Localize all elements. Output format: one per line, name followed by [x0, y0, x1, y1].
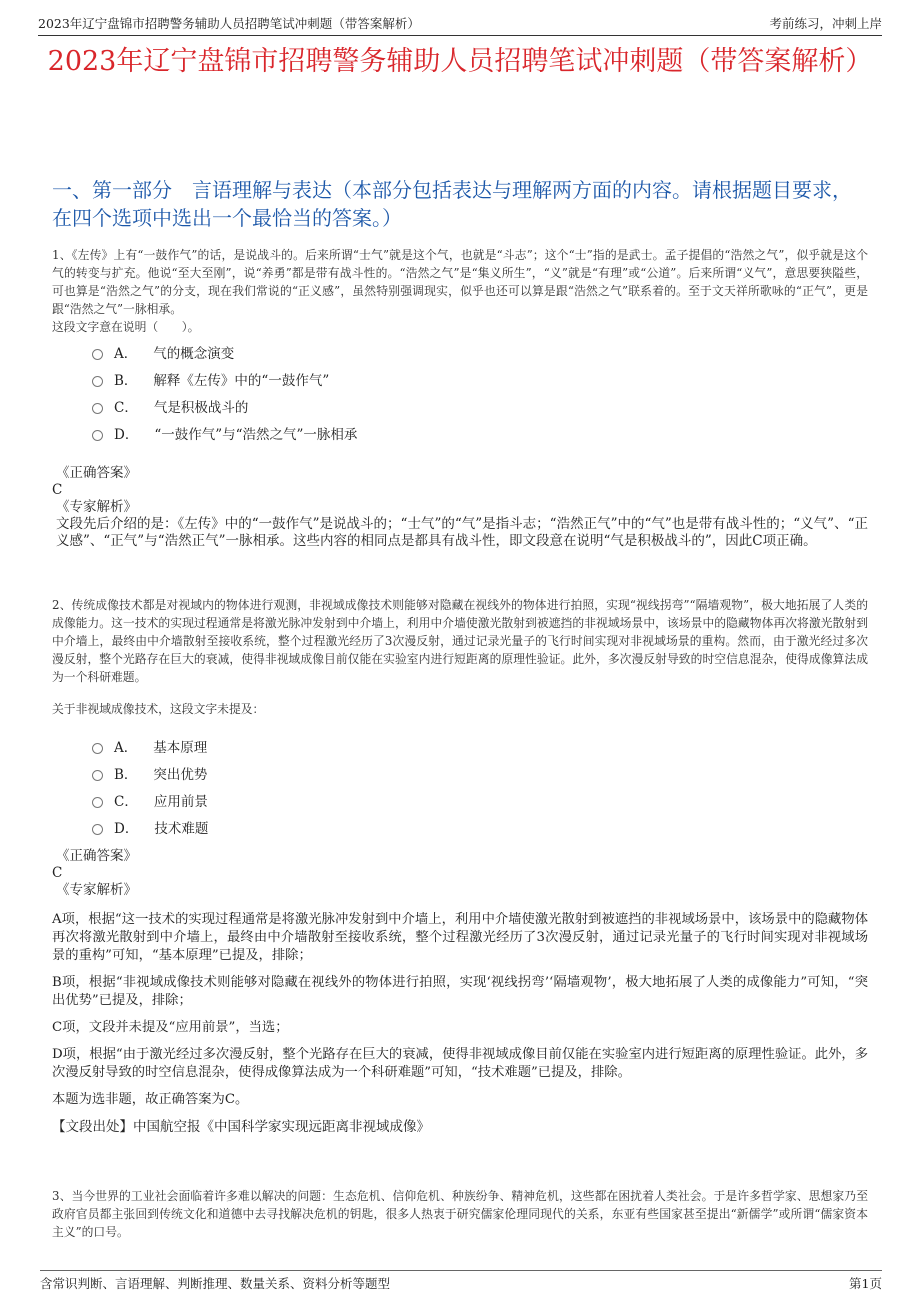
option-text: 突出优势	[153, 766, 208, 783]
option-letter: B．	[114, 372, 138, 389]
question-2-prompt: 关于非视域成像技术，这段文字未提及：	[52, 702, 265, 716]
document-title: 2023年辽宁盘锦市招聘警务辅助人员招聘笔试冲刺题（带答案解析）	[47, 46, 873, 77]
radio-button-icon[interactable]	[92, 349, 103, 360]
answer-label: 《正确答案》	[56, 465, 137, 481]
analysis-paragraph: 本题为选非题，故正确答案为C。	[52, 1092, 249, 1107]
option-a[interactable]	[92, 732, 868, 759]
option-a[interactable]	[92, 338, 868, 365]
question-1-prompt: 这段文字意在说明（ ）。	[52, 320, 200, 334]
answer-value: C	[52, 865, 63, 881]
question-2	[52, 596, 868, 1136]
question-2-stem: 2、传统成像技术都是对视域内的物体进行观测，非视域成像技术则能够对隐藏在视线外的物体进行拍照，实现“视线拐弯”“隔墙观物”，极大地拓展了人类的成像能力。这一技术的实现过程通常是将激光脉冲发射到中介墙上，利用中介墙使激光散射到被遮挡的非视域场景中，该场景中的隐藏物体再次将激光散射到中介墙上，最终由中介墙散射至接收系统，整个过程激光经历了3次漫反射，通过记录光量子的飞行时间实现对非视域场景的重构。然而，由于激光经过多次漫反射，整个光路存在巨大的衰减，使得非视域成像目前仅能在实验室内进行短距离的原理性验证。此外，多次漫反射导致的时空信息混杂，使得成像算法成为一个科研难题。	[52, 598, 868, 684]
option-text: 解释《左传》中的“一鼓作气”	[153, 372, 330, 389]
analysis-paragraph: C项，文段并未提及“应用前景”，当选；	[52, 1020, 289, 1035]
radio-button-icon[interactable]	[92, 430, 103, 441]
answer-label: 《正确答案》	[56, 848, 137, 864]
option-c[interactable]	[92, 786, 868, 813]
analysis-paragraph: D项，根据“由于激光经过多次漫反射，整个光路存在巨大的衰减，使得非视域成像目前仅能在实验室内进行短距离的原理性验证。此外，多次漫反射导致的时空信息混杂，使得成像算法成为一个科研难题”可知，“技术难题”已提及，排除。	[52, 1047, 868, 1080]
option-text: 技术难题	[154, 820, 209, 837]
page-footer	[40, 1270, 882, 1292]
option-b[interactable]	[92, 365, 868, 392]
option-letter: D．	[114, 426, 139, 443]
radio-button-icon[interactable]	[92, 824, 103, 835]
analysis-text: 文段先后介绍的是：《左传》中的“一鼓作气”是说战斗的；“士气”的“气”是指斗志；“浩然正气”中的“气”也是带有战斗性的；“义气”、“正义感”、“正气”与“浩然正气”一脉相承。这些内容的相同点是都具有战斗性，即文段意在说明“气是积极战斗的”，因此C项正确。	[56, 516, 868, 549]
option-letter: C．	[114, 793, 138, 810]
option-d[interactable]	[92, 419, 868, 446]
option-letter: B．	[114, 766, 138, 783]
page-number: 第1页	[849, 1276, 882, 1291]
header-doc-name: 2023年辽宁盘锦市招聘警务辅助人员招聘笔试冲刺题（带答案解析）	[38, 16, 420, 31]
question-1-stem: 1、《左传》上有“一鼓作气”的话，是说战斗的。后来所谓“士气”就是这个气，也就是“斗志”；这个“士”指的是武士。孟子提倡的“浩然之气”，似乎就是这个气的转变与扩充。他说“至大至刚”，说“养勇”都是带有战斗性的。“浩然之气”是“集义所生”，“义”就是“有理”或“公道”。后来所谓“义气”，意思要狭隘些，可也算是“浩然之气”的分支，现在我们常说的“正义感”，虽然特别强调现实，似乎也还可以算是跟“浩然之气”联系着的。至于文天祥所歌咏的“正气”，更是跟“浩然之气”一脉相承。	[52, 248, 868, 316]
option-letter: A．	[114, 345, 138, 362]
question-1	[52, 246, 868, 550]
section-title: 一、第一部分 言语理解与表达（本部分包括表达与理解两方面的内容。请根据题目要求，在四个选项中选出一个最恰当的答案。）	[52, 178, 852, 230]
option-letter: C．	[114, 399, 138, 416]
source-citation: 【文段出处】中国航空报《中国科学家实现远距离非视域成像》	[52, 1119, 430, 1135]
analysis-label: 《专家解析》	[56, 882, 137, 898]
option-text: 应用前景	[153, 793, 208, 810]
footer-description: 含常识判断、言语理解、判断推理、数量关系、资料分析等题型	[40, 1276, 391, 1291]
option-text: 气是积极战斗的	[153, 399, 249, 416]
radio-button-icon[interactable]	[92, 403, 103, 414]
option-d[interactable]	[92, 813, 868, 840]
page-header	[38, 10, 882, 36]
radio-button-icon[interactable]	[92, 376, 103, 387]
question-1-options	[52, 338, 868, 446]
option-text: “一鼓作气”与“浩然之气”一脉相承	[154, 426, 358, 443]
option-text: 气的概念演变	[153, 345, 235, 362]
option-text: 基本原理	[153, 739, 208, 756]
analysis-paragraph: A项，根据“这一技术的实现过程通常是将激光脉冲发射到中介墙上，利用中介墙使激光散射到被遮挡的非视域场景中，该场景中的隐藏物体再次将激光散射到中介墙上，最终由中介墙散射至接收系统，整个过程激光经历了3次漫反射，通过记录光量子的飞行时间实现对非视域场景的重构”可知，“基本原理”已提及，排除；	[52, 912, 868, 963]
question-3	[52, 1187, 868, 1241]
question-3-stem: 3、当今世界的工业社会面临着许多难以解决的问题：生态危机、信仰危机、种族纷争、精神危机，这些都在困扰着人类社会。于是许多哲学家、思想家乃至政府官员都主张回到传统文化和道德中去寻找解决危机的钥匙，很多人热衷于研究儒家伦理同现代的关系，东亚有些国家甚至提出“新儒学”或所谓“儒家资本主义”的口号。	[52, 1189, 868, 1239]
option-c[interactable]	[92, 392, 868, 419]
radio-button-icon[interactable]	[92, 743, 103, 754]
question-2-options	[52, 732, 868, 840]
option-letter: A．	[114, 739, 138, 756]
radio-button-icon[interactable]	[92, 770, 103, 781]
option-letter: D．	[114, 820, 139, 837]
option-b[interactable]	[92, 759, 868, 786]
analysis-paragraph: B项，根据“非视域成像技术则能够对隐藏在视线外的物体进行拍照，实现‘视线拐弯’‘隔墙观物’，极大地拓展了人类的成像能力”可知，“突出优势”已提及，排除；	[52, 975, 868, 1008]
header-slogan: 考前练习，冲刺上岸	[769, 16, 882, 31]
radio-button-icon[interactable]	[92, 797, 103, 808]
analysis-label: 《专家解析》	[56, 499, 137, 515]
answer-value: C	[52, 482, 63, 498]
